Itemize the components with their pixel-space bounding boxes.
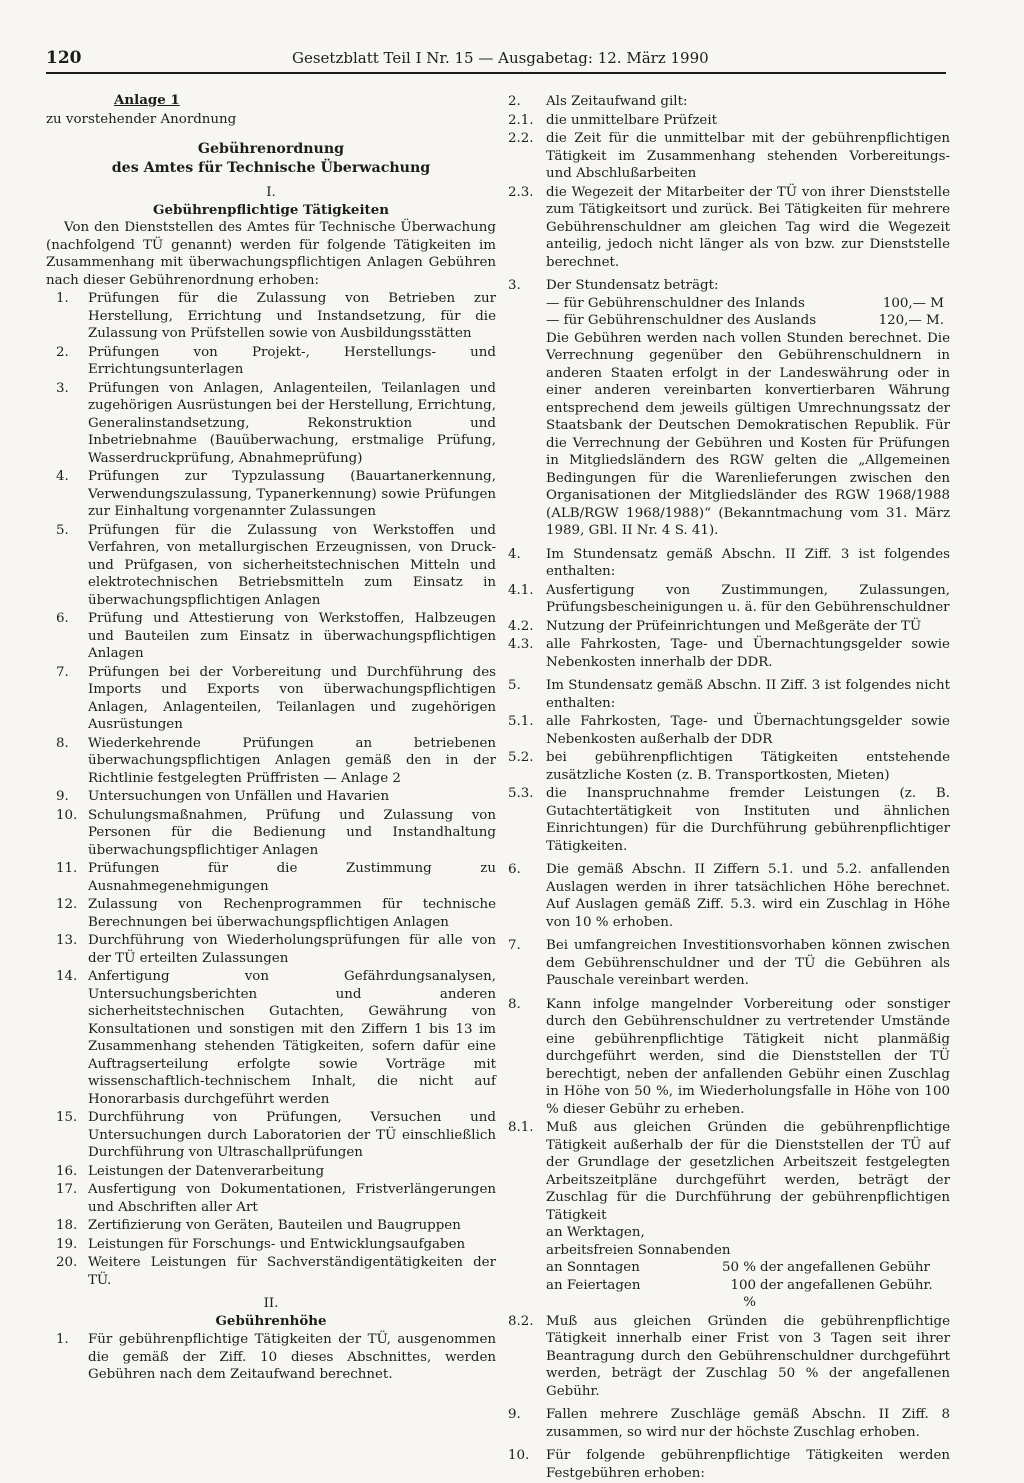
list-item [46,468,496,521]
item-number: 2. [508,94,521,109]
header-title: Gesetzblatt Teil I Nr. 15 — Ausgabetag: 12. März 1990 [292,49,709,67]
item-number: 2.2. [508,131,534,146]
item-number: 2.1. [508,112,534,128]
item-number: 8.1. [508,1120,534,1135]
rate-value: 120,— M. [878,313,944,328]
surcharge-value: 50 % [721,1260,756,1275]
item-text: Durchführung von Prüfungen, Versuchen und Untersuchungen durch Laboratorien der TÜ einschließlich Durchführung von Ultraschallprüfungen [88,1110,496,1160]
item-text: Prüfungen zur Typzulassung (Bauartanerkennung, Verwendungszulassung, Typanerkennung) sowie Prüfungen zur Einhaltung vorgenannter Zulassungen [88,469,496,519]
item-number: 7. [56,664,69,680]
list-item [46,1217,496,1235]
item-text: Zulassung von Rechenprogrammen für technische Berechnungen bei überwachungspflichtigen Anlagen [88,897,496,930]
page-header [46,48,946,74]
document-title-line-2: des Amtes für Technische Überwachung [111,160,431,176]
list-item [46,610,496,663]
list-item [46,1109,496,1162]
list-item [46,380,496,468]
surcharge-line: arbeitsfreien Sonnabenden [546,1242,731,1258]
list-item [508,582,950,617]
anlage-subtitle: zu vorstehender Anordnung [46,111,237,127]
item-number: 4. [56,469,69,484]
item-text: Prüfungen von Anlagen, Anlagenteilen, Teilanlagen und zugehörigen Ausrüstungen bei der Herstellung, Errichtung, Generalinstandsetzung, Rekonstruktion und Inbetriebnahme (Bauüberwachung, erstmalige Prüfung, Wasserdruckprüfung, Abnahmeprüfung) [88,380,496,466]
document-title [46,140,496,178]
list-item [46,664,496,734]
page-number: 120 [46,48,82,68]
list-item [46,860,496,895]
item-text: Leistungen der Datenverarbeitung [88,1163,325,1179]
item-number: 8. [508,996,521,1012]
item-text: Prüfung und Attestierung von Werkstoffen, Halbzeugen und Bauteilen zum Einsatz in überwachungspflichtigen Anlagen [88,611,496,661]
item-text: Prüfungen für die Zulassung von Werkstoffen und Verfahren, von metallurgischen Erzeugnissen, von Druck- und Prüfgasen, von sicherheitstechnischen Mitteln und elektrotechnischen Betriebsmitteln zum Einsatz in überwachungspflichtigen Anlagen [88,522,496,608]
list-item [46,735,496,788]
list-item [508,749,950,784]
rate-value: 100,— M [882,295,944,311]
item-text: Im Stundensatz gemäß Abschn. II Ziff. 3 ist folgendes enthalten: [546,546,950,579]
list-item [46,788,496,806]
list-item [508,277,950,540]
item-number: 6. [508,862,521,877]
item-text: Weitere Leistungen für Sachverständigentätigkeiten der TÜ. [88,1255,496,1288]
item-text: die Zeit für die unmittelbar mit der gebührenpflichtigen Tätigkeit im Zusammenhang stehenden Vorbereitungs- und Abschlußarbeiten [546,131,950,181]
list-item [508,636,950,671]
item-number: 1. [56,291,69,306]
item-text: Für gebührenpflichtige Tätigkeiten der TÜ, ausgenommen die gemäß der Ziff. 10 dieses Abschnittes, werden Gebühren nach dem Zeitaufwand berechnet. [88,1332,496,1382]
item-number: 3. [508,278,521,293]
item-text: Nutzung der Prüfeinrichtungen und Meßgeräte der TÜ [546,618,922,634]
item-text: Prüfungen für die Zustimmung zu Ausnahmegenehmigungen [88,861,496,894]
list-item [46,1236,496,1254]
item-text: Muß aus gleichen Gründen die gebührenpflichtige Tätigkeit außerhalb der für die Dienststellen der TÜ auf der Grundlage der gesetzlichen Arbeitszeit festgelegten Arbeitszeitpläne durchgeführt werden, beträgt der Zuschlag für die Durchführung der gebührenpflichtigen Tätigkeit [546,1120,950,1223]
item-number: 10. [508,1448,530,1463]
item-text: Untersuchungen von Unfällen und Havarien [88,789,390,804]
anlage-label: Anlage 1 [114,92,180,108]
list-item [46,1181,496,1216]
item-number: 10. [56,807,78,823]
list-item [46,522,496,610]
item-text: Anfertigung von Gefährdungsanalysen, Untersuchungsberichten und anderen sicherheitstechnischen Gutachten, Gewährung von Konsultationen und sonstigen mit den Ziffern 1 bis 13 im Zusammenhang stehenden Tätigkeiten, sofern dafür eine Auftragserteilung erfolgte sowie Vorträge mit wissenschaftlich-technischem Inhalt, die nicht auf Honorarbasis durchgeführt werden [88,969,496,1107]
item-number: 7. [508,938,521,953]
item-text: die unmittelbare Prüfzeit [546,112,718,128]
item-text: Schulungsmaßnahmen, Prüfung und Zulassung von Personen für die Bedienung und Instandhaltung überwachungspflichtiger Anlagen [88,807,496,858]
item-number: 5.3. [508,786,534,801]
item-number: 18. [56,1218,78,1233]
item-number: 20. [56,1255,78,1270]
item-text: Die Gebühren werden nach vollen Stunden berechnet. Die Verrechnung gegenüber den Gebührenschuldnern in anderen Staaten erfolgt in der Landeswährung oder in einer anderen vereinbarten konvertierbaren Währung entsprechend dem jeweils gültigen Umrechnungssatz der Staatsbank der Deutschen Demokratischen Republik. Für die Verrechnung der Gebühren und Kosten für Prüfungen in Mitgliedsländern des RGW gelten die „Allgemeinen Bedingungen für die Warenlieferungen zwischen den Organisationen der Mitgliedsländer des RGW 1968/1988 (ALB/RGW 1968/1988)“ (Bekanntmachung vom 31. März 1989, GBl. II Nr. 4 S. 41). [546,330,950,538]
item-text: Für folgende gebührenpflichtige Tätigkeiten werden Festgebühren erhoben: [546,1448,950,1481]
list-item [508,184,950,272]
list-item [508,93,950,111]
item-number: 11. [56,861,78,876]
item-number: 8. [56,735,69,751]
item-number: 3. [56,380,69,396]
item-text: Im Stundensatz gemäß Abschn. II Ziff. 3 ist folgendes nicht enthalten: [546,678,950,711]
item-text: Die gemäß Abschn. II Ziffern 5.1. und 5.2. anfallenden Auslagen werden in ihrer tatsächlichen Höhe berechnet. Auf Auslagen gemäß Ziff. 5.3. wird ein Zuschlag in Höhe von 10 % erhoben. [546,862,950,930]
item-number: 4. [508,546,521,562]
item-number: 9. [508,1407,521,1422]
item-text: Prüfungen für die Zulassung von Betrieben zur Herstellung, Errichtung und Instandsetzung, für die Zulassung von Prüfstellen sowie von Ausbildungsstätten [88,291,496,341]
item-text: Bei umfangreichen Investitionsvorhaben können zwischen dem Gebührenschuldner und der TÜ die Gebühren als Pauschale vereinbart werden. [546,938,950,988]
item-text: die Inanspruchnahme fremder Leistungen (z. B. Gutachtertätigkeit von Instituten und ähnlichen Einrichtungen) für die Durchführung gebührenpflichtiger Tätigkeiten. [546,786,950,854]
surcharge-label: an Feiertagen [546,1277,641,1293]
surcharge-text: der angefallenen Gebühr. [760,1277,933,1293]
item-text: Leistungen für Forschungs- und Entwicklungsaufgaben [88,1236,466,1252]
section-1-number: I. [266,185,276,200]
list-item [46,1163,496,1181]
item-number: 4.1. [508,582,534,598]
list-item [46,968,496,1108]
rate-row [546,312,950,330]
list-item [46,1331,496,1384]
rate-label: — für Gebührenschuldner des Inlands [546,295,805,311]
item-text: Als Zeitaufwand gilt: [546,94,688,109]
item-text: alle Fahrkosten, Tage- und Übernachtungsgelder sowie Nebenkosten innerhalb der DDR. [546,637,950,670]
item-number: 5. [508,678,521,693]
item-text: Wiederkehrende Prüfungen an betriebenen überwachungspflichtigen Anlagen gemäß den in der Richtlinie festgelegten Prüffristen — Anlage 2 [88,735,496,786]
list-item [508,1447,950,1482]
list-item [508,1313,950,1401]
list-item [508,1119,950,1312]
list-item [46,344,496,379]
item-number: 5.2. [508,750,534,765]
document-title-line-1: Gebührenordnung [197,141,345,157]
list-item [508,112,950,130]
item-text: Prüfungen bei der Vorbereitung und Durchführung des Imports und Exports von überwachungspflichtigen Anlagen, Anlagenteilen, Teilanlagen und zugehörigen Ausrüstungen [88,664,496,732]
list-item [508,996,950,1119]
item-number: 4.3. [508,637,534,652]
item-text: die Wegezeit der Mitarbeiter der TÜ von ihrer Dienststelle zum Tätigkeitsort und zurück. Bei Tätigkeiten für mehrere Gebührenschuldner am gleichen Tag wird die Wegezeit anteilig, jedoch nicht länger als von bzw. zur Dienststelle berechnet. [546,184,950,270]
section-2-number: II. [263,1296,279,1311]
left-column [46,92,496,1385]
list-item [508,618,950,636]
item-number: 15. [56,1110,78,1125]
section-2-title: Gebührenhöhe [215,1312,327,1329]
item-text: Der Stundensatz beträgt: [546,278,719,293]
surcharge-row [546,1259,950,1277]
list-item [46,932,496,967]
item-text: Ausfertigung von Zustimmungen, Zulassungen, Prüfungsbescheinigungen u. ä. für den Gebührenschuldner [546,582,950,615]
right-column [508,92,950,1483]
item-text: Zertifizierung von Geräten, Bauteilen und Baugruppen [88,1218,461,1233]
item-number: 9. [56,789,69,804]
surcharge-label: an Sonntagen [546,1260,640,1275]
list-item [46,896,496,931]
list-item [508,861,950,931]
surcharge-text: der angefallenen Gebühr [760,1260,930,1275]
item-text: Ausfertigung von Dokumentationen, Fristverlängerungen und Abschriften aller Art [88,1182,496,1215]
item-number: 1. [56,1332,69,1347]
rate-label: — für Gebührenschuldner des Auslands [546,313,817,328]
surcharge-value: 100 % [730,1277,756,1310]
list-item [508,1406,950,1441]
list-item [46,1254,496,1289]
item-text: Muß aus gleichen Gründen die gebührenpflichtige Tätigkeit innerhalb einer Frist von 3 Tagen seit ihrer Beantragung durch den Gebührenschuldner durchgeführt werden, beträgt der Zuschlag 50 % der angefallenen Gebühr. [546,1313,950,1399]
list-item [508,677,950,712]
item-number: 14. [56,969,78,984]
item-number: 17. [56,1182,78,1197]
list-item [46,290,496,343]
item-text: Fallen mehrere Zuschläge gemäß Abschn. II Ziff. 8 zusammen, so wird nur der höchste Zuschlag erhoben. [546,1407,950,1440]
list-item [508,130,950,183]
item-number: 5.1. [508,714,534,729]
item-number: 2.3. [508,184,534,200]
list-item [508,546,950,581]
list-item [508,785,950,855]
rate-row [546,295,950,313]
item-text: Kann infolge mangelnder Vorbereitung oder sonstiger durch den Gebührenschuldner zu vertretender Umstände eine gebührenpflichtige Tätigkeit nicht planmäßig durchgeführt werden, sind die Dienststellen der TÜ berechtigt, neben der anfallenden Gebühr einen Zuschlag in Höhe von 50 %, im Wiederholungsfalle in Höhe von 100 % dieser Gebühr zu erheben. [546,996,950,1117]
item-text: Prüfungen von Projekt-, Herstellungs- und Errichtungsunterlagen [88,344,496,377]
item-number: 12. [56,897,78,912]
section-1-title: Gebührenpflichtige Tätigkeiten [153,201,389,218]
item-number: 8.2. [508,1313,534,1329]
surcharge-line: an Werktagen, [546,1225,645,1240]
item-number: 19. [56,1236,78,1252]
item-text: bei gebührenpflichtigen Tätigkeiten entstehende zusätzliche Kosten (z. B. Transportkosten, Mieten) [546,750,950,783]
item-number: 16. [56,1163,78,1179]
item-number: 6. [56,611,69,626]
item-text: Durchführung von Wiederholungsprüfungen für alle von der TÜ erteilten Zulassungen [88,933,496,966]
surcharge-row [546,1277,950,1312]
item-text: alle Fahrkosten, Tage- und Übernachtungsgelder sowie Nebenkosten außerhalb der DDR [546,714,950,747]
list-item [508,937,950,990]
item-number: 13. [56,933,78,948]
list-item [46,807,496,860]
item-number: 2. [56,344,69,360]
item-number: 5. [56,522,69,538]
list-item [508,713,950,748]
intro-paragraph: Von den Dienststellen des Amtes für Technische Überwachung (nachfolgend TÜ genannt) werden für folgende Tätigkeiten im Zusammenhang mit überwachungspflichtigen Anlagen Gebühren nach dieser Gebührenordnung erhoben: [46,220,496,288]
item-number: 4.2. [508,618,534,634]
